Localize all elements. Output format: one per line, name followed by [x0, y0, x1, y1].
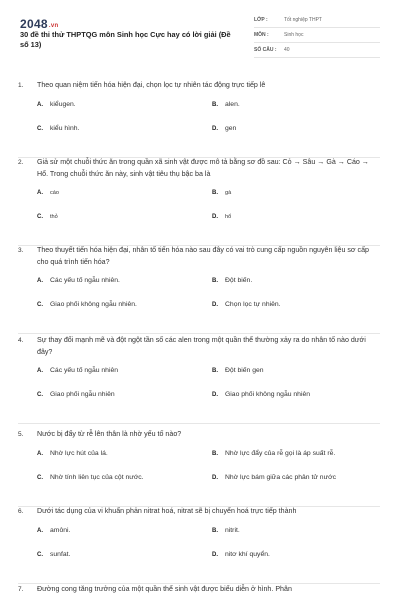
options-row: [37, 125, 380, 149]
question-6: [18, 506, 380, 584]
option-letter: D.: [212, 302, 218, 308]
option-letter: B.: [212, 450, 218, 457]
option-c[interactable]: [37, 125, 79, 132]
option-a[interactable]: [37, 450, 108, 457]
option-d[interactable]: [212, 474, 336, 481]
option-letter: A.: [37, 101, 43, 108]
option-b[interactable]: [212, 527, 240, 534]
question-text: Đường cong tăng trưởng của một quần thể sinh vật được biểu diễn ở hình. Phân: [37, 585, 292, 593]
option-text: gen: [225, 124, 237, 132]
question-text: Giả sử một chuỗi thức ăn trong quần xã sinh vật được mô tả bằng sơ đồ sau: Cỏ → Sâu → Gà → Cáo → Hổ. Trong chuỗi thức ăn này, sinh vật tiêu thụ bậc ba là: [37, 158, 369, 178]
option-c[interactable]: [37, 213, 58, 220]
options-row: [37, 391, 380, 415]
logo-number: 2048: [20, 17, 48, 31]
option-b[interactable]: [212, 189, 231, 196]
question-number: 7.: [18, 586, 24, 593]
option-b[interactable]: [212, 450, 335, 457]
option-text: Đột biến.: [225, 277, 253, 284]
option-letter: D.: [212, 214, 218, 220]
option-c[interactable]: [37, 391, 115, 398]
option-a[interactable]: [37, 277, 120, 284]
option-text: cáo: [50, 190, 60, 196]
options-row: [37, 527, 380, 551]
option-letter: D.: [212, 551, 218, 558]
question-card: [18, 429, 380, 507]
option-b[interactable]: [212, 367, 264, 374]
question-card: [18, 506, 380, 584]
meta-row-count: [254, 44, 380, 58]
question-number: 4.: [18, 337, 24, 344]
option-text: Giao phối không ngẫu nhiên.: [50, 301, 137, 308]
logo-domain: .vn: [48, 23, 59, 29]
meta-label: MÔN :: [254, 32, 269, 38]
question-number: 2.: [18, 159, 24, 166]
meta-value: 40: [284, 47, 290, 53]
option-text: alen.: [225, 100, 240, 108]
meta-label: LỚP :: [254, 17, 268, 23]
option-letter: A.: [37, 450, 43, 457]
option-a[interactable]: [37, 101, 76, 108]
options-list: [37, 367, 380, 415]
option-letter: C.: [37, 392, 43, 398]
options-row: [37, 213, 380, 237]
question-number: 3.: [18, 247, 24, 254]
question-card: [18, 80, 380, 158]
question-text: Theo quan niệm tiến hóa hiện đại, chọn lọc tự nhiên tác động trực tiếp lê: [37, 81, 266, 89]
meta-label: SỐ CÂU :: [254, 47, 277, 53]
question-card: [18, 157, 380, 246]
option-letter: A.: [37, 190, 43, 196]
options-row: [37, 301, 380, 325]
options-row: [37, 551, 380, 575]
option-b[interactable]: [212, 101, 240, 108]
option-text: hổ: [225, 214, 232, 220]
option-d[interactable]: [212, 213, 231, 220]
options-row: [37, 189, 380, 213]
options-row: [37, 474, 380, 498]
options-row: [37, 101, 380, 125]
page-header: [0, 0, 400, 68]
question-number: 5.: [18, 431, 24, 438]
option-d[interactable]: [212, 125, 236, 132]
option-a[interactable]: [37, 367, 118, 374]
options-row: [37, 277, 380, 301]
option-text: Giao phối ngẫu nhiên: [50, 391, 115, 398]
page-title: 30 đề thi thử THPTQG môn Sinh học Cực hay có lời giải (Đề số 13): [20, 30, 231, 49]
option-text: Nhờ tính liên tục của cột nước.: [50, 473, 144, 481]
question-number: 1.: [18, 82, 24, 89]
meta-row-subject: [254, 29, 380, 43]
options-row: [37, 367, 380, 391]
option-text: Đột biến gen: [225, 367, 264, 374]
option-text: Các yếu tố ngẫu nhiên.: [50, 277, 120, 284]
option-text: amôni.: [50, 526, 71, 534]
question-card: [18, 584, 380, 604]
option-text: thỏ: [50, 214, 58, 220]
question-3: [18, 245, 380, 334]
question-1: [18, 80, 380, 158]
option-letter: C.: [37, 125, 43, 132]
option-text: nitrit.: [225, 526, 240, 534]
options-list: [37, 101, 380, 149]
option-text: kiểu hình.: [50, 124, 80, 132]
question-card: [18, 335, 380, 424]
option-text: nitơ khí quyển.: [225, 550, 270, 558]
option-letter: D.: [212, 392, 218, 398]
option-letter: A.: [37, 368, 43, 374]
options-row: [37, 450, 380, 474]
question-text: Sự thay đổi mạnh mẽ và đột ngột tần số các alen trong một quần thể thường xảy ra do nhân tố nào dưới đây?: [37, 336, 366, 356]
option-a[interactable]: [37, 527, 70, 534]
option-letter: B.: [212, 527, 218, 534]
option-text: gà: [225, 190, 232, 196]
question-text: Nước bị đẩy từ rễ lên thân là nhờ yếu tố nào?: [37, 430, 182, 438]
option-letter: C.: [37, 551, 43, 558]
option-text: sunfat.: [50, 550, 71, 558]
option-letter: C.: [37, 302, 43, 308]
option-text: kiểugen.: [50, 100, 76, 108]
question-number: 6.: [18, 508, 24, 515]
option-text: Nhờ lực bám giữa các phân tử nước: [225, 473, 336, 481]
question-text: Theo thuyết tiến hóa hiện đại, nhân tố tiến hóa nào sau đây có vai trò cung cấp nguồn nguyên liệu sơ cấp cho quá trình tiến hóa?: [37, 246, 369, 266]
meta-value: Sinh học: [284, 32, 304, 38]
option-letter: B.: [212, 278, 218, 284]
option-c[interactable]: [37, 474, 144, 481]
question-5: [18, 429, 380, 507]
meta-info: [254, 14, 380, 59]
question-card: [18, 245, 380, 334]
option-d[interactable]: [212, 551, 270, 558]
options-list: [37, 189, 380, 237]
option-text: Chọn lọc tự nhiên.: [225, 301, 281, 308]
option-text: Nhờ lực hút của lá.: [50, 449, 108, 457]
option-letter: B.: [212, 101, 218, 108]
option-letter: D.: [212, 474, 218, 481]
question-text: Dưới tác dụng của vi khuẩn phản nitrat hoá, nitrat sẽ bị chuyển hoá trực tiếp thành: [37, 507, 297, 515]
question-7: [18, 584, 380, 604]
options-list: [37, 277, 380, 325]
option-letter: C.: [37, 214, 43, 220]
option-letter: B.: [212, 190, 218, 196]
question-4: [18, 335, 380, 424]
options-list: [37, 527, 380, 575]
option-b[interactable]: [212, 277, 252, 284]
option-a[interactable]: [37, 189, 59, 196]
site-logo[interactable]: [20, 17, 58, 31]
question-2: [18, 157, 380, 246]
option-letter: C.: [37, 474, 43, 481]
meta-value: Tốt nghiệp THPT: [284, 17, 322, 23]
option-d[interactable]: [212, 391, 310, 398]
options-list: [37, 450, 380, 498]
option-text: Nhờ lực đẩy của rễ gọi là áp suất rễ.: [225, 449, 336, 457]
meta-row-class: [254, 14, 380, 28]
option-text: Giao phối không ngẫu nhiên: [225, 391, 311, 398]
option-c[interactable]: [37, 551, 70, 558]
option-letter: B.: [212, 368, 218, 374]
option-c[interactable]: [37, 301, 137, 308]
option-letter: A.: [37, 278, 43, 284]
option-d[interactable]: [212, 301, 281, 308]
option-letter: D.: [212, 125, 218, 132]
option-letter: A.: [37, 527, 43, 534]
option-text: Các yếu tố ngẫu nhiên: [50, 367, 119, 374]
